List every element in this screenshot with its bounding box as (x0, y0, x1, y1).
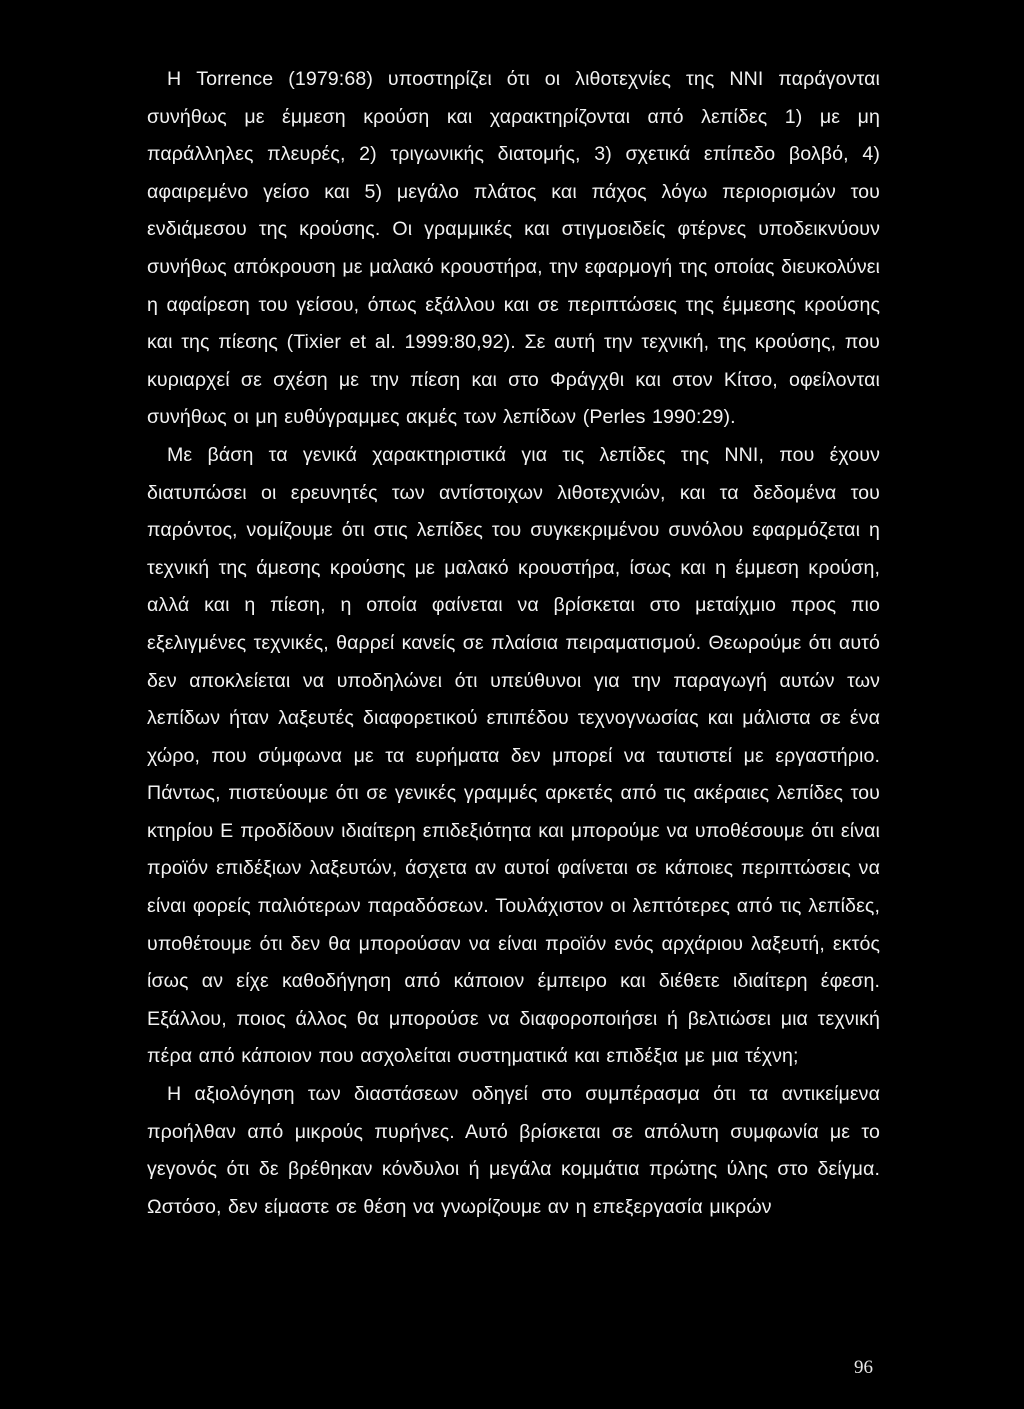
paragraph-2: Με βάση τα γενικά χαρακτηριστικά για τις λεπίδες της ΝΝΙ, που έχουν διατυπώσει οι ερευνητές των αντίστοιχων λιθοτεχνιών, και τα δεδομένα του παρόντος, νομίζουμε ότι στις λεπίδες του συγκεκριμένου συνόλου εφαρμόζεται η τεχνική της άμεσης κρούσης με μαλακό κρουστήρα, ίσως και η έμμεση κρούση, αλλά και η πίεση, η οποία φαίνεται να βρίσκεται στο μεταίχμιο προς πιο εξελιγμένες τεχνικές, θαρρεί κανείς σε πλαίσια πειραματισμού. Θεωρούμε ότι αυτό δεν αποκλείεται να υποδηλώνει ότι υπεύθυνοι για την παραγωγή αυτών των λεπίδων ήταν λαξευτές διαφορετικού επιπέδου τεχνογνωσίας και μάλιστα σε ένα χώρο, που σύμφωνα με τα ευρήματα δεν μπορεί να ταυτιστεί με εργαστήριο. Πάντως, πιστεύουμε ότι σε γενικές γραμμές αρκετές από τις ακέραιες λεπίδες του κτηρίου Ε προδίδουν ιδιαίτερη επιδεξιότητα και μπορούμε να υποθέσουμε ότι είναι προϊόν επιδέξιων λαξευτών, άσχετα αν αυτοί φαίνεται σε κάποιες περιπτώσεις να είναι φορείς παλιότερων παραδόσεων. Τουλάχιστον οι λεπτότερες από τις λεπίδες, υποθέτουμε ότι δεν θα μπορούσαν να είναι προϊόν ενός αρχάριου λαξευτή, εκτός ίσως αν είχε καθοδήγηση από κάποιον έμπειρο και διέθετε ιδιαίτερη έφεση. Εξάλλου, ποιος άλλος θα μπορούσε να διαφοροποιήσει ή βελτιώσει μια τεχνική πέρα από κάποιον που ασχολείται συστηματικά και επιδέξια με μια τέχνη; (147, 443, 880, 1068)
paragraph-3: Η αξιολόγηση των διαστάσεων οδηγεί στο συμπέρασμα ότι τα αντικείμενα προήλθαν από μικρούς πυρήνες. Αυτό βρίσκεται σε απόλυτη συμφωνία με το γεγονός ότι δε βρέθηκαν κόνδυλοι ή μεγάλα κομμάτια πρώτης ύλης στο δείγμα. Ωστόσο, δεν είμαστε σε θέση να γνωρίζουμε αν η επεξεργασία μικρών (147, 1083, 880, 1218)
paragraph-1: Η Torrence (1979:68) υποστηρίζει ότι οι λιθοτεχνίες της ΝΝΙ παράγονται συνήθως με έμμεση κρούση και χαρακτηρίζονται από λεπίδες 1) με μη παράλληλες πλευρές, 2) τριγωνικής διατομής, 3) σχετικά επίπεδο βολβό, 4) αφαιρεμένο γείσο και 5) μεγάλο πλάτος και πάχος λόγω περιορισμών του ενδιάμεσου της κρούσης. Οι γραμμικές και στιγμοειδείς φτέρνες υποδεικνύουν συνήθως απόκρουση με μαλακό κρουστήρα, την εφαρμογή της οποίας διευκολύνει η αφαίρεση του γείσου, όπως εξάλλου και σε περιπτώσεις της έμμεσης κρούσης και της πίεσης (Tixier et al. 1999:80,92). Σε αυτή την τεχνική, της κρούσης, που κυριαρχεί σε σχέση με την πίεση και στο Φράγχθι και στον Κίτσο, οφείλονται συνήθως οι μη ευθύγραμμες ακμές των λεπίδων (Perles 1990:29). (147, 68, 880, 429)
page-number: 96 (854, 1357, 873, 1378)
page-body (147, 61, 880, 1226)
